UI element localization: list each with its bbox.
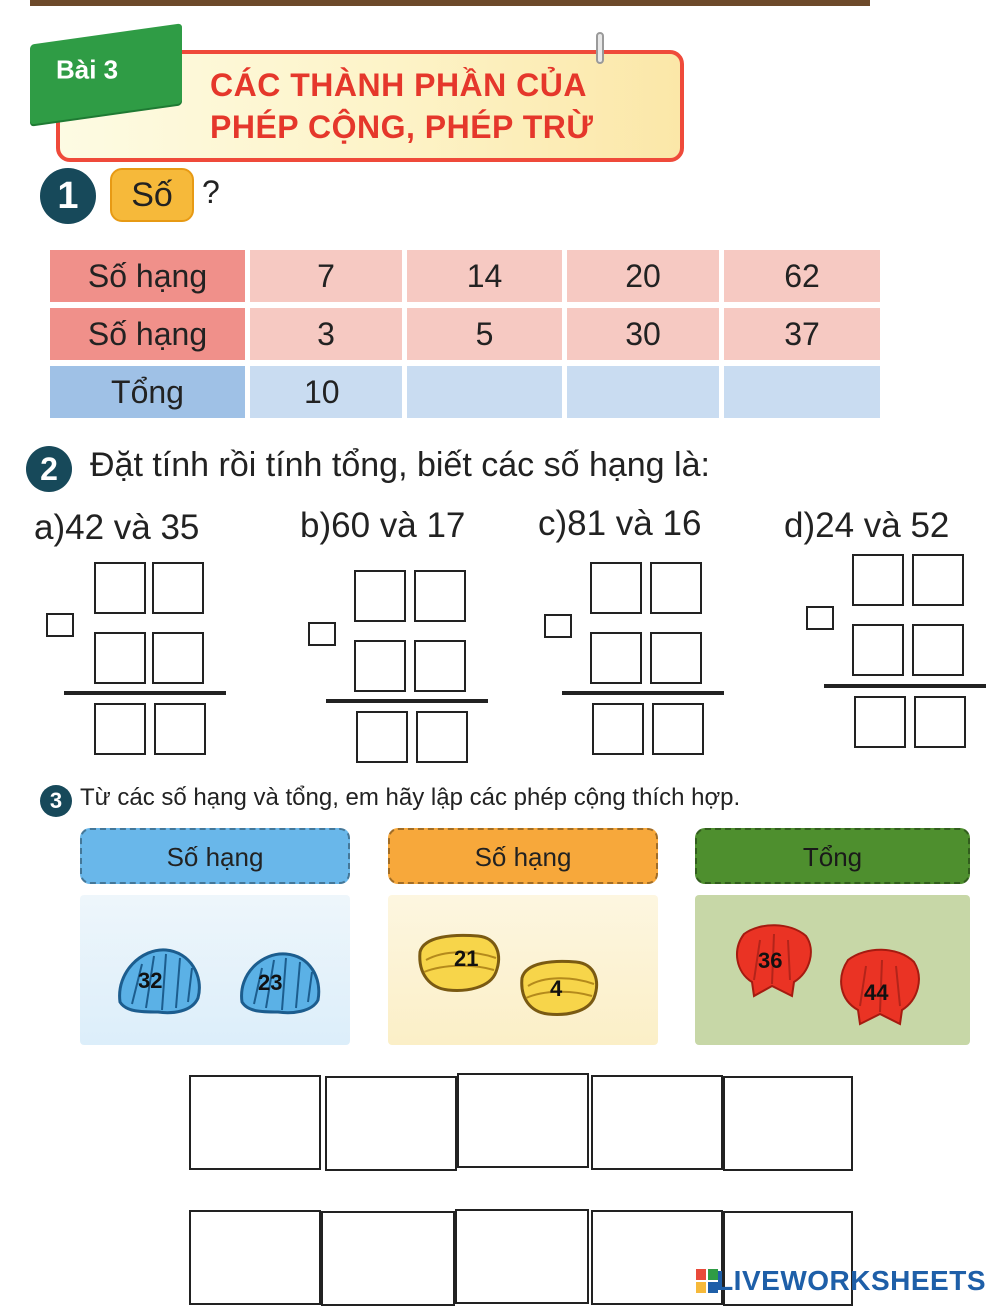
digit-box[interactable] [414, 640, 466, 692]
red-shell-icon [834, 944, 926, 1030]
answer-box[interactable] [457, 1073, 589, 1168]
digit-box[interactable] [94, 562, 146, 614]
table-cell: 3 [250, 308, 402, 360]
answer-box[interactable] [189, 1075, 321, 1170]
answer-box[interactable] [321, 1211, 455, 1306]
exercise-2-number: 2 [26, 446, 72, 492]
watermark: LIVEWORKSHEETS [716, 1265, 986, 1296]
lesson-label: Bài 3 [56, 54, 119, 85]
title-line-2: PHÉP CỘNG, PHÉP TRỪ [210, 109, 594, 145]
digit-box[interactable] [94, 703, 146, 755]
answer-box[interactable] [325, 1076, 457, 1171]
exercise-3-number: 3 [40, 785, 72, 817]
sum-answer-input[interactable] [567, 366, 719, 418]
table-cell: 5 [407, 308, 562, 360]
shell-number: 32 [138, 968, 163, 993]
digit-box[interactable] [152, 632, 204, 684]
shell-number: 21 [454, 946, 479, 971]
addend-tag-blue: Số hạng [80, 828, 350, 884]
yellow-shell-icon [516, 956, 602, 1020]
shell-number: 4 [550, 976, 563, 1001]
exercise-2-instruction: Đặt tính rồi tính tổng, biết các số hạng là: [90, 446, 710, 484]
shell-number: 36 [758, 948, 783, 973]
digit-box[interactable] [652, 703, 704, 755]
exercise-1-word: Số [110, 168, 194, 222]
top-photo-strip [30, 0, 870, 6]
digit-box[interactable] [416, 711, 468, 763]
digit-box[interactable] [854, 696, 906, 748]
digit-box[interactable] [650, 562, 702, 614]
digit-box[interactable] [152, 562, 204, 614]
sum-line [824, 684, 986, 688]
blue-shell-icon [112, 942, 206, 1018]
sum-tag-green: Tổng [695, 828, 970, 884]
digit-box[interactable] [914, 696, 966, 748]
answer-box[interactable] [455, 1209, 589, 1304]
row-label-sum: Tổng [50, 366, 245, 418]
title-line-1: CÁC THÀNH PHẦN CỦA [210, 67, 587, 103]
table-cell: 30 [567, 308, 719, 360]
clip-icon [596, 32, 604, 64]
table-cell: 7 [250, 250, 402, 302]
digit-box[interactable] [852, 554, 904, 606]
operator-box[interactable] [46, 613, 74, 637]
lesson-title [210, 64, 650, 148]
digit-box[interactable] [912, 554, 964, 606]
exercise-1-number: 1 [40, 168, 96, 224]
digit-box[interactable] [852, 624, 904, 676]
table-cell: 14 [407, 250, 562, 302]
answer-box[interactable] [591, 1075, 723, 1170]
digit-box[interactable] [154, 703, 206, 755]
table-cell: 62 [724, 250, 880, 302]
addition-table [50, 250, 880, 420]
operator-box[interactable] [806, 606, 834, 630]
answer-box[interactable] [723, 1076, 853, 1171]
table-cell: 37 [724, 308, 880, 360]
digit-box[interactable] [650, 632, 702, 684]
digit-box[interactable] [590, 562, 642, 614]
blue-shell-icon [234, 946, 324, 1018]
exercise-2b-label: b)60 và 17 [300, 506, 466, 545]
digit-box[interactable] [414, 570, 466, 622]
digit-box[interactable] [354, 640, 406, 692]
answer-box[interactable] [189, 1210, 321, 1305]
exercise-2a-label: a)42 và 35 [34, 508, 200, 547]
exercise-2d-label: d)24 và 52 [784, 506, 950, 545]
exercise-1-question-mark: ? [202, 174, 220, 210]
operator-box[interactable] [308, 622, 336, 646]
digit-box[interactable] [912, 624, 964, 676]
row-label-addend-2: Số hạng [50, 308, 245, 360]
liveworksheets-logo-icon [696, 1269, 718, 1293]
shell-number: 23 [258, 970, 283, 995]
lesson-header [30, 30, 690, 165]
table-cell: 20 [567, 250, 719, 302]
sum-line [562, 691, 724, 695]
addend-tag-orange: Số hạng [388, 828, 658, 884]
red-shell-icon [730, 920, 816, 1002]
digit-box[interactable] [94, 632, 146, 684]
shell-number: 44 [864, 980, 889, 1005]
yellow-shell-icon [414, 930, 504, 996]
exercise-3-instruction: Từ các số hạng và tổng, em hãy lập các phép cộng thích hợp. [80, 784, 741, 811]
exercise-2c-label: c)81 và 16 [538, 504, 702, 543]
sum-line [64, 691, 226, 695]
row-label-addend-1: Số hạng [50, 250, 245, 302]
sum-line [326, 699, 488, 703]
sum-answer-input[interactable] [724, 366, 880, 418]
table-cell: 10 [250, 366, 402, 418]
sum-answer-input[interactable] [407, 366, 562, 418]
operator-box[interactable] [544, 614, 572, 638]
digit-box[interactable] [354, 570, 406, 622]
digit-box[interactable] [590, 632, 642, 684]
digit-box[interactable] [356, 711, 408, 763]
digit-box[interactable] [592, 703, 644, 755]
